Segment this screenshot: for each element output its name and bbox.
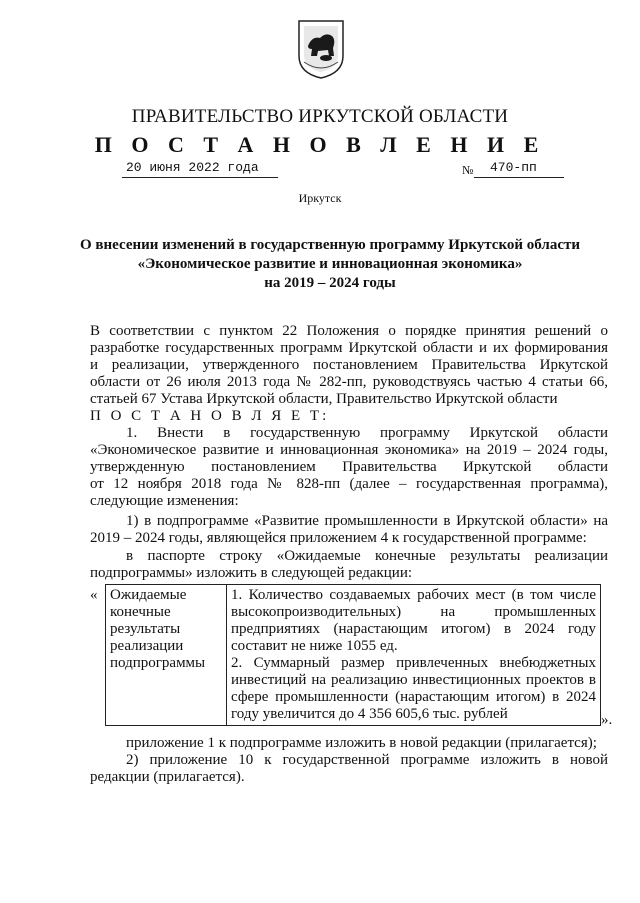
passport-table xyxy=(105,584,601,726)
number-sign: № xyxy=(462,163,474,177)
date-underline xyxy=(122,177,278,178)
title-line: О внесении изменений в государственную программу Иркутской области xyxy=(79,237,581,253)
table-right-line: 2. Суммарный размер привлеченных внебюджетных xyxy=(231,655,596,671)
table-left-line: Ожидаемые xyxy=(110,587,187,603)
table-right-line: 1. Количество создаваемых рабочих мест (в том числе xyxy=(231,587,596,603)
government-name: ПРАВИТЕЛЬСТВО ИРКУТСКОЙ ОБЛАСТИ xyxy=(131,106,509,127)
paragraph-line: редакции (прилагается). xyxy=(90,769,245,785)
quote-open: « xyxy=(90,587,98,603)
paragraph-line: в паспорте строку «Ожидаемые конечные результаты реализации xyxy=(126,548,608,564)
table-left-line: реализации xyxy=(110,638,184,654)
table-left-line: подпрограммы xyxy=(110,655,206,671)
paragraph-line: следующие изменения: xyxy=(90,493,239,509)
paragraph-line: статьей 67 Устава Иркутской области, Правительство Иркутской области xyxy=(90,391,558,407)
city: Иркутск xyxy=(298,191,342,205)
document-type: П О С Т А Н О В Л Е Н И Е xyxy=(94,132,546,157)
quote-close: ». xyxy=(601,712,613,728)
table-right-line: составит не ниже 1055 ед. xyxy=(231,638,398,654)
table-left-cell xyxy=(106,585,227,726)
document-title xyxy=(60,236,600,293)
coat-of-arms-icon xyxy=(296,18,346,80)
title-line: «Экономическое развитие и инновационная экономика» xyxy=(137,256,523,272)
paragraph-line: 2) приложение 10 к государственной программе изложить в новой xyxy=(126,752,608,768)
table-right-line: сфере промышленности (нарастающим итогом) в 2024 xyxy=(231,689,596,705)
table-right-line: предприятиях (нарастающим итогом) в 2024 году xyxy=(231,621,596,637)
paragraph-line: приложение 1 к подпрограмме изложить в новой редакции (прилагается); xyxy=(126,735,597,751)
paragraph-line: В соответствии с пунктом 22 Положения о порядке принятия решений о xyxy=(90,323,608,339)
resolves-word: П О С Т А Н О В Л Я Е Т: xyxy=(90,408,330,424)
number-underline xyxy=(474,177,564,178)
table-right-line: году увеличится до 4 356 605,6 тыс. рублей xyxy=(231,706,508,722)
paragraph-line: утвержденную постановлением Правительства Иркутской области xyxy=(90,459,608,475)
document-number: 470-пп xyxy=(490,160,537,175)
paragraph-line: области от 26 июля 2013 года № 282-пп, руководствуясь частью 4 статьи 66, xyxy=(90,374,608,390)
paragraph-line: разработке государственных программ Иркутской области и их формирования xyxy=(90,340,608,356)
table-right-line: высокопроизводительных) на промышленных xyxy=(231,604,596,620)
paragraph-line: 1. Внести в государственную программу Иркутской области xyxy=(126,425,608,441)
table-left-line: конечные xyxy=(110,604,171,620)
paragraph-line: 1) в подпрограмме «Развитие промышленности в Иркутской области» на xyxy=(126,513,608,529)
table-right-cell xyxy=(227,585,601,726)
paragraph-line: подпрограммы» изложить в следующей редакции: xyxy=(90,565,413,581)
paragraph-line: 2019 – 2024 годы, являющейся приложением 4 к государственной программе: xyxy=(90,530,587,546)
table-left-line: результаты xyxy=(110,621,181,637)
title-line: на 2019 – 2024 годы xyxy=(264,275,396,291)
paragraph-line: «Экономическое развитие и инновационная экономика» на 2019 – 2024 годы, xyxy=(90,442,608,458)
document-date: 20 июня 2022 года xyxy=(126,160,259,175)
paragraph-line: и реализации, утвержденного постановлением Правительства Иркутской xyxy=(90,357,608,373)
table-right-line: инвестиций на реализацию инвестиционных проектов в xyxy=(231,672,596,688)
paragraph-line: от 12 ноября 2018 года № 828-пп (далее – государственная программа), xyxy=(90,476,608,492)
